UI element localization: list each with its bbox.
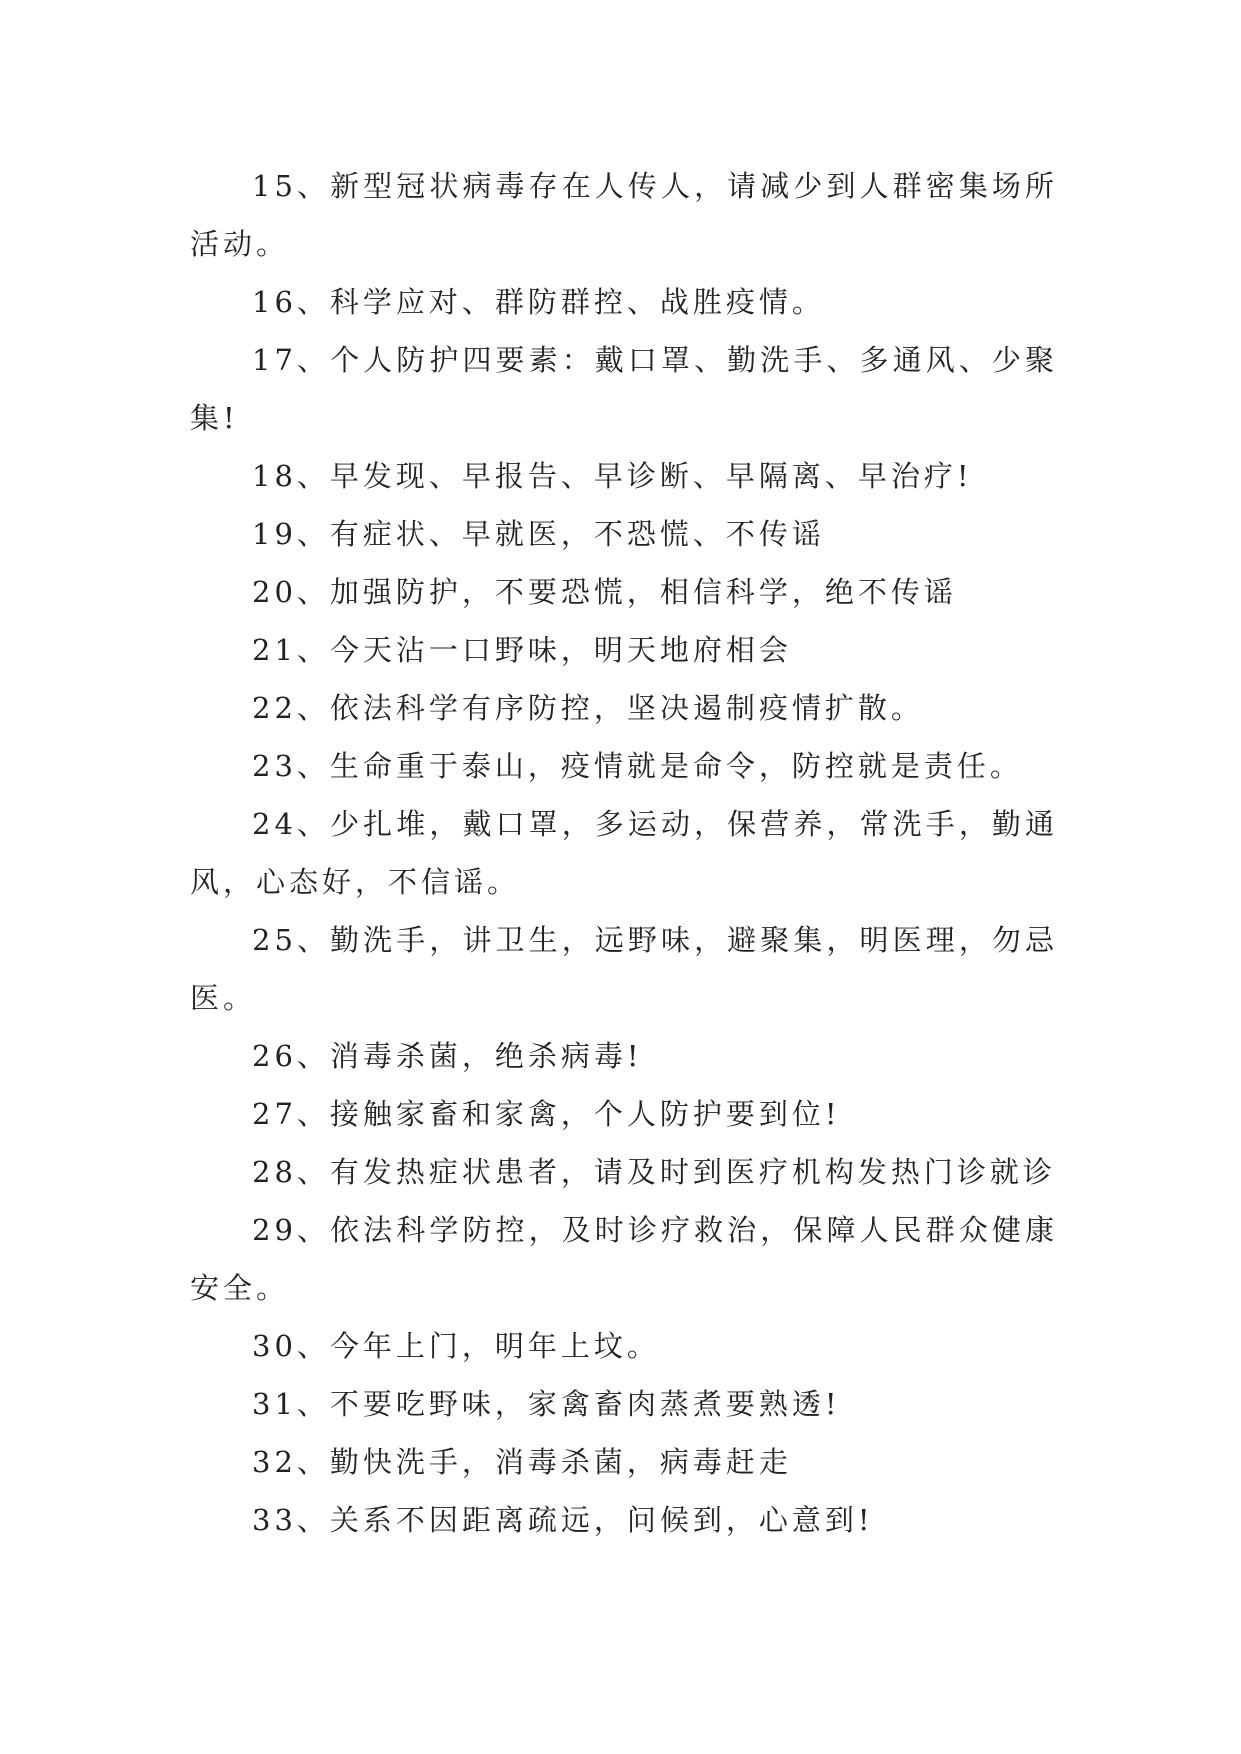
paragraph-29: 29、依法科学防控，及时诊疗救治，保障人民群众健康安全。 [190, 1213, 1058, 1305]
paragraph-22: 22、依法科学有序防控，坚决遏制疫情扩散。 [252, 691, 924, 725]
paragraph-30: 30、今年上门，明年上坟。 [252, 1329, 660, 1363]
paragraph-32: 32、勤快洗手，消毒杀菌，病毒赶走 [252, 1445, 792, 1479]
paragraph-16: 16、科学应对、群防群控、战胜疫情。 [252, 285, 825, 319]
paragraph-23: 23、生命重于泰山，疫情就是命令，防控就是责任。 [252, 749, 1023, 783]
paragraph-25: 25、勤洗手，讲卫生，远野味，避聚集，明医理，勿忌医。 [190, 923, 1058, 1015]
paragraph-18: 18、早发现、早报告、早诊断、早隔离、早治疗! [252, 459, 973, 493]
paragraph-19: 19、有症状、早就医，不恐慌、不传谣 [252, 517, 825, 551]
paragraph-20: 20、加强防护，不要恐慌，相信科学，绝不传谣 [252, 575, 957, 609]
paragraph-15: 15、新型冠状病毒存在人传人，请减少到人群密集场所活动。 [190, 169, 1058, 261]
paragraph-33: 33、关系不因距离疏远，问候到，心意到! [252, 1503, 874, 1537]
paragraph-24: 24、少扎堆，戴口罩，多运动，保营养，常洗手，勤通风，心态好，不信谣。 [190, 807, 1058, 899]
paragraph-17: 17、个人防护四要素：戴口罩、勤洗手、多通风、少聚集! [190, 343, 1058, 435]
paragraph-31: 31、不要吃野味，家禽畜肉蒸煮要熟透! [252, 1387, 841, 1421]
paragraph-28: 28、有发热症状患者，请及时到医疗机构发热门诊就诊 [252, 1155, 1056, 1189]
paragraph-26: 26、消毒杀菌，绝杀病毒! [252, 1039, 643, 1073]
paragraph-21: 21、今天沾一口野味，明天地府相会 [252, 633, 792, 667]
paragraph-27: 27、接触家畜和家禽，个人防护要到位! [252, 1097, 841, 1131]
document-body [190, 157, 1058, 1549]
